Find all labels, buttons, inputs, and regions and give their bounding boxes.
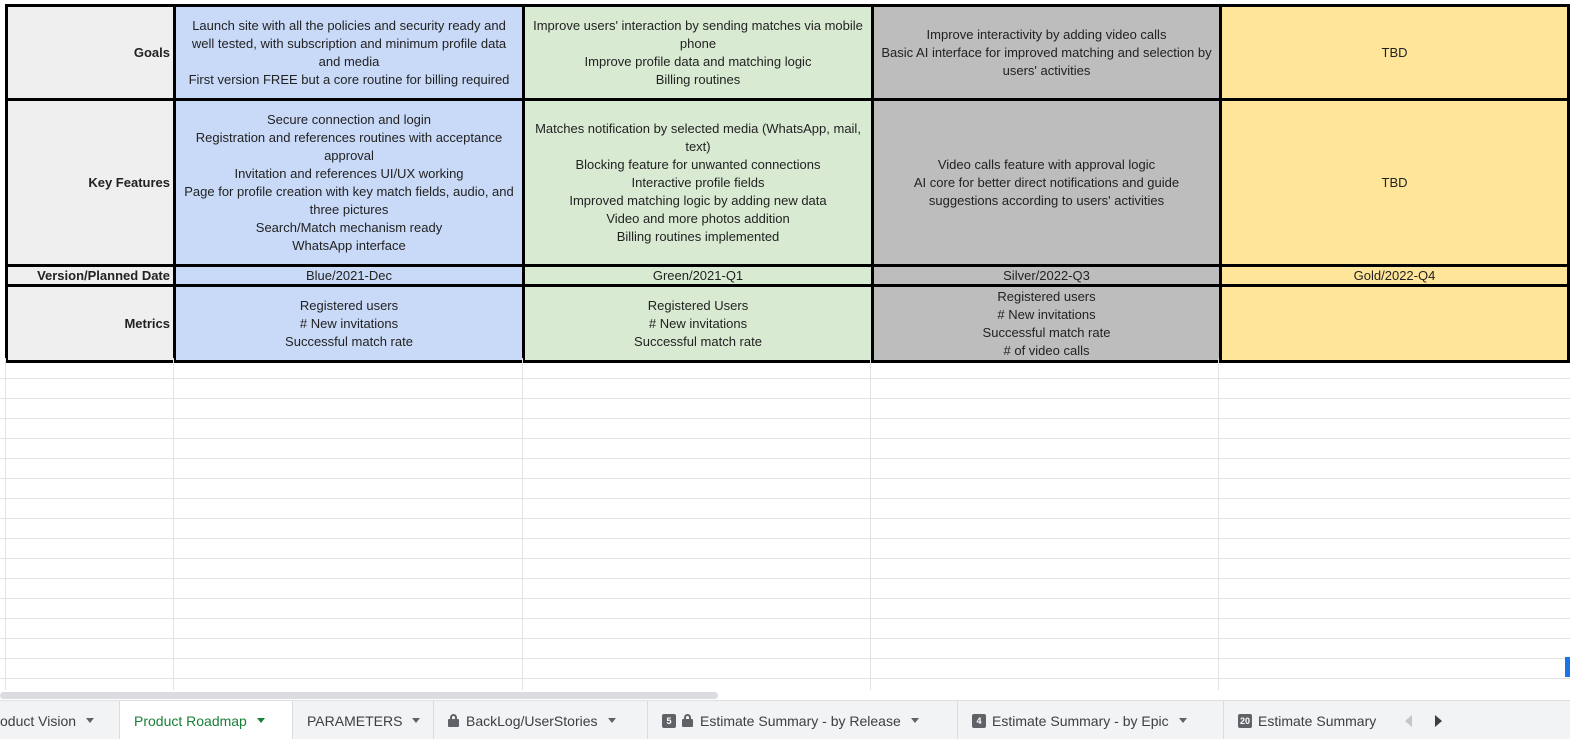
- grid-column-line: [1218, 358, 1219, 690]
- gold-features-cell[interactable]: [1221, 100, 1569, 266]
- cell-line: Billing routines: [655, 71, 741, 87]
- grid-row-line: [0, 558, 1570, 559]
- color-badge-icon: 4: [972, 714, 986, 728]
- grid-column-line: [173, 358, 174, 690]
- grid-row-line: [0, 498, 1570, 499]
- gold-version-cell[interactable]: Gold/2022-Q4: [1221, 266, 1569, 286]
- cell-line: Improve interactivity by adding video calls: [926, 26, 1167, 42]
- cell-line: # New invitations: [299, 315, 399, 331]
- grid-row-line: [0, 658, 1570, 659]
- cell-line: Video and more photos addition: [606, 210, 790, 226]
- grid-row-line: [0, 618, 1570, 619]
- selection-indicator: [1565, 657, 1570, 677]
- grid-row-line: [0, 398, 1570, 399]
- chevron-down-icon[interactable]: [86, 718, 94, 723]
- cell-line: First version FREE but a core routine for billing required: [188, 71, 510, 87]
- cell-line: Billing routines implemented: [616, 228, 780, 244]
- green-version-cell[interactable]: Green/2021-Q1: [524, 266, 873, 286]
- cell-line: Video calls feature with approval logic: [937, 156, 1156, 172]
- cell-line: Page for profile creation with key match fields, audio, and three pictures: [184, 183, 514, 217]
- tab-estimate-summary[interactable]: [1224, 701, 1390, 739]
- grid-row-line: [0, 518, 1570, 519]
- green-metrics-cell[interactable]: [524, 286, 873, 362]
- silver-metrics-cell[interactable]: [873, 286, 1221, 362]
- blue-version-cell[interactable]: Blue/2021-Dec: [175, 266, 524, 286]
- chevron-down-icon[interactable]: [412, 718, 420, 723]
- goals-label-cell[interactable]: Goals: [7, 6, 175, 100]
- grid-column-line: [522, 358, 523, 690]
- cell-line: Successful match rate: [982, 324, 1111, 340]
- cell-line: Search/Match mechanism ready: [255, 219, 443, 235]
- silver-goals-cell[interactable]: [873, 6, 1221, 100]
- grid-row-line: [0, 578, 1570, 579]
- chevron-right-icon: [1435, 715, 1442, 727]
- key-features-row: [7, 100, 1569, 266]
- chevron-left-icon: [1405, 715, 1412, 727]
- tab-parameters[interactable]: [293, 701, 434, 739]
- tab-label: Estimate Summary: [1258, 712, 1377, 729]
- grid-row-line: [0, 418, 1570, 419]
- cell-line: Improved matching logic by adding new data: [569, 192, 827, 208]
- version-label-cell[interactable]: Version/Planned Date: [7, 266, 175, 286]
- green-features-cell[interactable]: [524, 100, 873, 266]
- cell-line: Launch site with all the policies and security ready and well tested, with subscription and minimum profile data and media: [191, 17, 507, 69]
- chevron-down-icon[interactable]: [1179, 718, 1187, 723]
- cell-line: # New invitations: [648, 315, 748, 331]
- silver-features-cell[interactable]: [873, 100, 1221, 266]
- gold-goals-cell[interactable]: [1221, 6, 1569, 100]
- cell-line: WhatsApp interface: [292, 237, 406, 253]
- cell-line: AI core for better direct notifications and guide suggestions according to users' activities: [913, 174, 1180, 208]
- chevron-down-icon[interactable]: [608, 718, 616, 723]
- tab-label: oduct Vision: [0, 712, 77, 729]
- cell-line: # New invitations: [997, 306, 1096, 322]
- cell-line: Registered Users: [647, 297, 749, 313]
- grid-column-line: [5, 358, 6, 690]
- cell-line: Basic AI interface for improved matching and selection by users' activities: [881, 44, 1212, 78]
- grid-row-line: [0, 378, 1570, 379]
- version-row: [7, 266, 1569, 286]
- cell-line: Successful match rate: [285, 333, 413, 349]
- tab-label: PARAMETERS: [307, 712, 403, 729]
- tab-label: Product Roadmap: [134, 712, 247, 729]
- metrics-row: [7, 286, 1569, 362]
- lock-icon: [448, 714, 459, 727]
- cell-line: Improve users' interaction by sending matches via mobile phone: [533, 17, 863, 51]
- horizontal-scrollbar[interactable]: [0, 690, 1570, 700]
- grid-row-line: [0, 478, 1570, 479]
- blue-metrics-cell[interactable]: [175, 286, 524, 362]
- grid-column-line: [870, 358, 871, 690]
- grid-row-line: [0, 458, 1570, 459]
- cell-line: # of video calls: [1003, 342, 1090, 358]
- cell-line: Matches notification by selected media (WhatsApp, mail, text): [535, 120, 861, 154]
- chevron-down-icon[interactable]: [911, 718, 919, 723]
- tab-product-vision[interactable]: [0, 701, 120, 739]
- cell-line: Registered users: [299, 297, 399, 313]
- gold-metrics-cell[interactable]: [1221, 286, 1569, 362]
- color-badge-icon: 20: [1239, 715, 1250, 726]
- cell-line: Registered users: [997, 288, 1096, 304]
- grid-row-line: [0, 438, 1570, 439]
- lock-icon: [682, 714, 693, 727]
- grid-row-line: [0, 538, 1570, 539]
- blue-features-cell[interactable]: [175, 100, 524, 266]
- tab-product-roadmap[interactable]: [120, 701, 293, 739]
- metrics-label-cell[interactable]: Metrics: [7, 286, 175, 362]
- color-badge-icon: 5: [662, 714, 676, 728]
- sheet-tabs-bar: [0, 700, 1570, 739]
- tab-label: BackLog/UserStories: [466, 712, 598, 729]
- tab-label: Estimate Summary - by Epic: [992, 712, 1169, 729]
- tab-backlog-userstories[interactable]: [434, 701, 648, 739]
- grid-row-line: [0, 678, 1570, 679]
- goals-row: [7, 6, 1569, 100]
- tab-estimate-summary-by-epic[interactable]: [958, 701, 1224, 739]
- green-goals-cell[interactable]: [524, 6, 873, 100]
- blue-goals-cell[interactable]: [175, 6, 524, 100]
- cell-line: Successful match rate: [634, 333, 762, 349]
- cell-line: Blocking feature for unwanted connections: [575, 156, 821, 172]
- cell-line: Registration and references routines with acceptance approval: [195, 129, 503, 163]
- cell-line: Secure connection and login: [266, 111, 432, 127]
- cell-line: Improve profile data and matching logic: [584, 53, 812, 69]
- scrollbar-thumb[interactable]: [0, 692, 718, 699]
- grid-row-line: [0, 598, 1570, 599]
- cell-line: TBD: [1381, 174, 1408, 190]
- scroll-tabs-right-button[interactable]: [1425, 701, 1451, 739]
- chevron-down-icon[interactable]: [257, 718, 265, 723]
- tab-estimate-summary-by-release[interactable]: [648, 701, 958, 739]
- silver-version-cell[interactable]: Silver/2022-Q3: [873, 266, 1221, 286]
- tab-label: Estimate Summary - by Release: [700, 712, 901, 729]
- key-features-label-cell[interactable]: Key Features: [7, 100, 175, 266]
- cell-line: Interactive profile fields: [631, 174, 765, 190]
- scroll-tabs-left-button[interactable]: [1395, 701, 1421, 739]
- cell-line: TBD: [1381, 44, 1408, 60]
- product-roadmap-table: [5, 4, 1570, 363]
- grid-row-line: [0, 638, 1570, 639]
- cell-line: Invitation and references UI/UX working: [234, 165, 464, 181]
